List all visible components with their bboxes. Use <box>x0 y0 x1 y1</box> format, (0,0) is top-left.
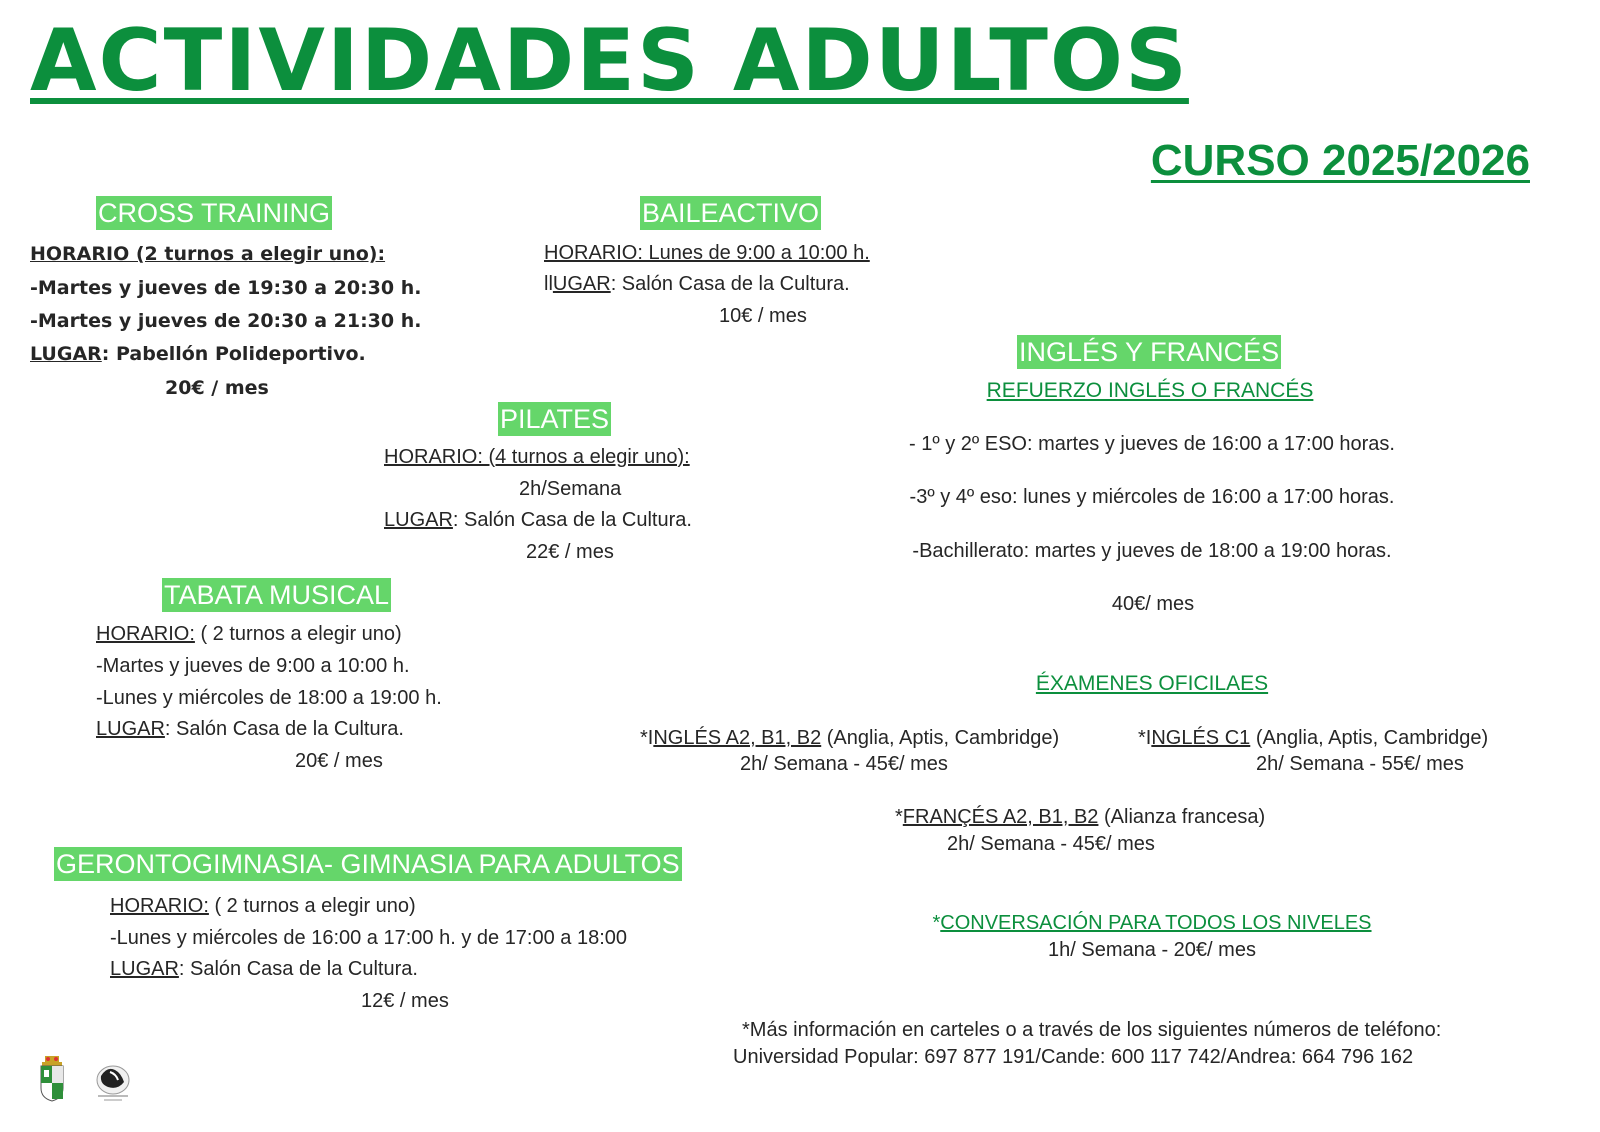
cross-training-line-2: -Martes y jueves de 20:30 a 21:30 h. <box>30 310 422 332</box>
tabata-schedule-label: HORARIO: <box>96 623 195 645</box>
tabata-schedule-value: ( 2 turnos a elegir uno) <box>194 623 402 645</box>
cross-training-title: CROSS TRAINING <box>98 198 331 228</box>
cross-training-schedule-label: HORARIO (2 turnos a elegir uno): <box>30 243 386 265</box>
cross-training-line-1: -Martes y jueves de 19:30 a 20:30 h. <box>30 277 422 299</box>
pilates-place-value: : Salón Casa de la Cultura. <box>452 509 692 531</box>
baileactivo-place-value: : Salón Casa de la Cultura. <box>610 273 850 295</box>
geronto-place <box>110 957 418 981</box>
conversation-price: 1h/ Semana - 20€/ mes <box>1048 939 1256 961</box>
tabata-place-label: LUGAR <box>96 718 165 740</box>
exam-english-c-value: (Anglia, Aptis, Cambridge) <box>1250 727 1489 749</box>
pilates-title: PILATES <box>500 404 610 434</box>
cross-training-price: 20€ / mes <box>165 377 269 399</box>
exam-english-c <box>1138 726 1488 750</box>
exam-english-b-price: 2h/ Semana - 45€/ mes <box>740 753 948 775</box>
universidad-popular-logo <box>88 1062 138 1102</box>
town-coat-of-arms-logo <box>38 1056 66 1102</box>
exams-title: ÉXAMENES OFICILAES <box>1035 672 1269 695</box>
exam-french-value: (Alianza francesa) <box>1098 806 1266 828</box>
page-title: ACTIVIDADES ADULTOS <box>30 11 1189 111</box>
exam-english-b-label: NGLÉS A2, B1, B2 <box>653 727 822 749</box>
cross-training-place-value: : Pabellón Polideportivo. <box>101 343 366 365</box>
tabata-line-2: -Lunes y miércoles de 18:00 a 19:00 h. <box>96 687 442 709</box>
geronto-schedule <box>110 894 416 918</box>
tabata-line-1: -Martes y jueves de 9:00 a 10:00 h. <box>96 655 410 677</box>
footer-phones: Universidad Popular: 697 877 191/Cande: 600 117 742/Andrea: 664 796 162 <box>733 1046 1414 1068</box>
cross-training-place-label: LUGAR <box>30 343 102 365</box>
cross-training-place <box>30 342 366 366</box>
exam-english-c-label: NGLÉS C1 <box>1151 727 1251 749</box>
exam-french-price: 2h/ Semana - 45€/ mes <box>947 833 1155 855</box>
exam-french <box>895 805 1265 829</box>
exam-english-b-prefix: *I <box>640 727 654 749</box>
tabata-price: 20€ / mes <box>295 750 383 772</box>
baileactivo-place-prefix: ll <box>544 273 553 295</box>
baileactivo-price: 10€ / mes <box>719 305 807 327</box>
conversation-label: CONVERSACIÓN PARA TODOS LOS NIVELES <box>940 912 1372 934</box>
pilates-schedule-label: HORARIO: (4 turnos a elegir uno): <box>384 446 690 468</box>
languages-line-2: -3º y 4º eso: lunes y miércoles de 16:00 a 17:00 horas. <box>909 486 1395 508</box>
course-year: CURSO 2025/2026 <box>1150 136 1530 185</box>
baileactivo-place-label: UGAR <box>552 273 611 295</box>
tabata-schedule <box>96 622 402 646</box>
baileactivo-schedule: HORARIO: Lunes de 9:00 a 10:00 h. <box>544 242 870 264</box>
geronto-title: GERONTOGIMNASIA- GIMNASIA PARA ADULTOS <box>56 849 680 879</box>
geronto-schedule-label: HORARIO: <box>110 895 209 917</box>
geronto-place-label: LUGAR <box>110 958 179 980</box>
baileactivo-place <box>544 272 850 296</box>
exam-french-prefix: * <box>895 806 903 828</box>
footer-info: *Más información en carteles o a través de los siguientes números de teléfono: <box>742 1019 1442 1041</box>
geronto-schedule-value: ( 2 turnos a elegir uno) <box>208 895 416 917</box>
tabata-place <box>96 717 404 741</box>
exam-english-b-value: (Anglia, Aptis, Cambridge) <box>821 727 1060 749</box>
exam-french-label: FRANÇÉS A2, B1, B2 <box>902 806 1099 828</box>
exam-english-b <box>640 726 1059 750</box>
exam-english-c-price: 2h/ Semana - 55€/ mes <box>1256 753 1464 775</box>
geronto-place-value: : Salón Casa de la Cultura. <box>178 958 418 980</box>
pilates-hours: 2h/Semana <box>519 478 622 500</box>
tabata-place-value: : Salón Casa de la Cultura. <box>164 718 404 740</box>
languages-reinforcement-title: REFUERZO INGLÉS O FRANCÉS <box>986 379 1314 402</box>
conversation-prefix: * <box>932 912 941 934</box>
pilates-place <box>384 508 692 532</box>
exam-english-c-prefix: *I <box>1138 727 1152 749</box>
tabata-title: TABATA MUSICAL <box>164 580 390 610</box>
languages-title: INGLÉS Y FRANCÉS <box>1019 337 1280 367</box>
languages-price: 40€/ mes <box>1111 593 1195 615</box>
pilates-price: 22€ / mes <box>526 541 614 563</box>
geronto-line-1: -Lunes y miércoles de 16:00 a 17:00 h. y de 17:00 a 18:00 <box>110 927 628 949</box>
geronto-price: 12€ / mes <box>361 990 449 1012</box>
baileactivo-title: BAILEACTIVO <box>642 198 820 228</box>
languages-line-3: -Bachillerato: martes y jueves de 18:00 a 19:00 horas. <box>912 540 1392 562</box>
languages-line-1: - 1º y 2º ESO: martes y jueves de 16:00 a 17:00 horas. <box>909 433 1395 455</box>
conversation <box>932 911 1371 935</box>
pilates-place-label: LUGAR <box>384 509 453 531</box>
